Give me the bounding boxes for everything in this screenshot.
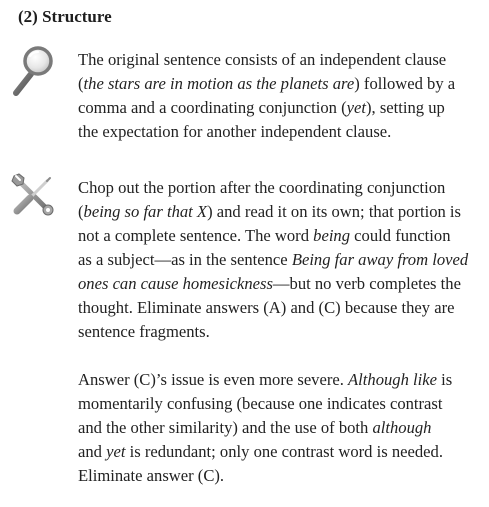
italic-text: being so far that X [83, 202, 208, 221]
magnifier-icon [12, 46, 54, 96]
text-run: as a subject—as in the sentence [78, 250, 292, 269]
text-run: and the other similarity) and the use of both [78, 418, 373, 437]
italic-text: the stars are in motion as the planets are [83, 74, 355, 93]
italic-text: yet [346, 98, 366, 117]
italic-text: ones can cause homesickness [78, 274, 273, 293]
paragraph-original-structure [78, 48, 482, 144]
text-run: ) followed by a [354, 74, 456, 93]
text-line [78, 224, 482, 248]
text-line [78, 72, 482, 96]
text-line [78, 176, 482, 200]
text-run: thought. Eliminate answers (A) and (C) because they are [78, 298, 455, 317]
text-run: ), setting up [366, 98, 445, 117]
text-line [78, 296, 482, 320]
italic-text: being [313, 226, 351, 245]
text-run: could function [350, 226, 451, 245]
text-run: ( [78, 74, 84, 93]
text-run: ( [78, 202, 84, 221]
text-run: Answer (C)’s issue is even more severe. [78, 370, 349, 389]
text-line [78, 392, 482, 416]
text-run: The original sentence consists of an independent clause [78, 50, 447, 69]
text-run: the expectation for another independent clause. [78, 122, 392, 141]
text-run: not a complete sentence. The word [78, 226, 314, 245]
text-line [78, 200, 482, 224]
text-line [78, 416, 482, 440]
text-run: —but no verb completes the [272, 274, 461, 293]
text-run: comma and a coordinating conjunction ( [78, 98, 347, 117]
italic-text: Although like [348, 370, 437, 389]
text-line [78, 120, 482, 144]
paragraph-chop-out [78, 176, 482, 344]
text-line [78, 48, 482, 72]
text-line [78, 320, 482, 344]
italic-text: yet [106, 442, 126, 461]
italic-text: although [372, 418, 432, 437]
text-run: and [78, 442, 107, 461]
text-line [78, 272, 482, 296]
text-run: ) and read it on its own; that portion is [207, 202, 462, 221]
text-run: sentence fragments. [78, 322, 210, 341]
text-run: is [437, 370, 453, 389]
text-line [78, 248, 482, 272]
section-heading: (2) Structure [18, 7, 112, 26]
text-run: momentarily confusing (because one indicates contrast [78, 394, 443, 413]
text-line [78, 464, 482, 488]
tools-icon [10, 172, 56, 218]
text-run: is redundant; only one contrast word is needed. [125, 442, 443, 461]
text-line [78, 368, 482, 392]
text-line [78, 440, 482, 464]
paragraph-answer-c [78, 368, 482, 488]
italic-text: Being far away from loved [291, 250, 469, 269]
text-line [78, 96, 482, 120]
text-run: Chop out the portion after the coordinating conjunction [78, 178, 446, 197]
text-run: Eliminate answer (C). [78, 466, 225, 485]
